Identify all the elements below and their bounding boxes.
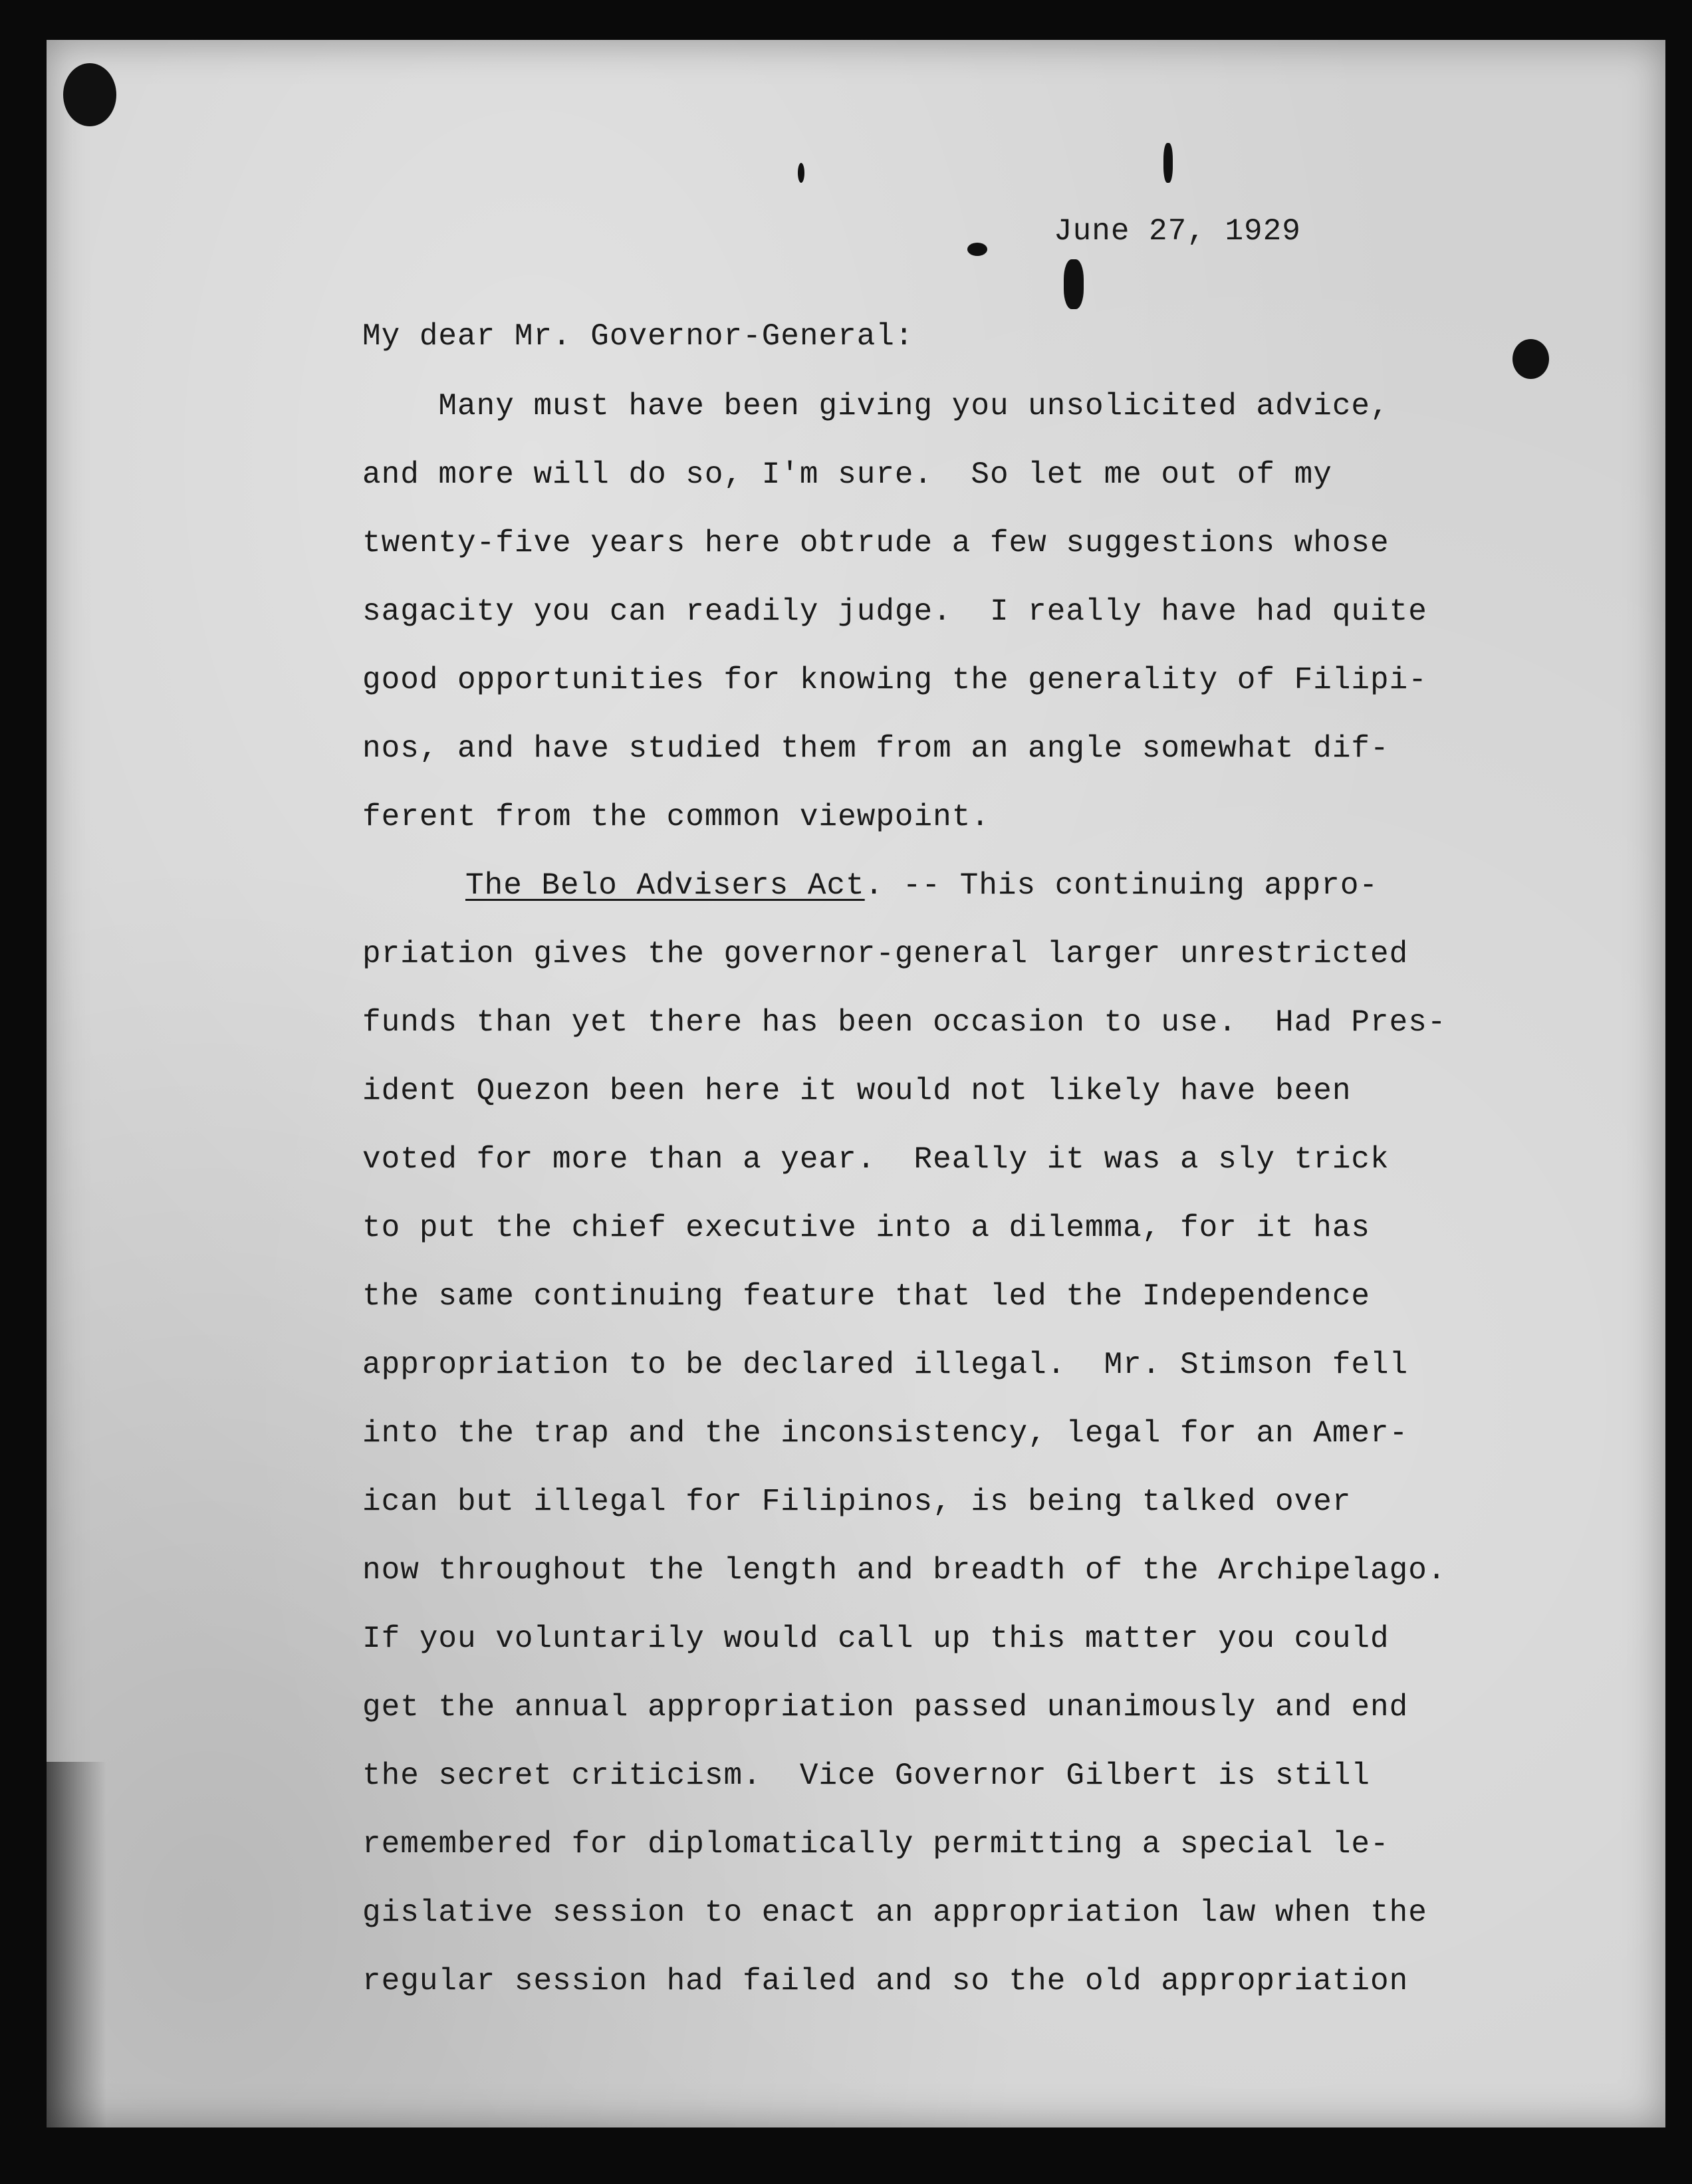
- section-heading-line: [465, 868, 1378, 903]
- paragraph-2-line: funds than yet there has been occasion to use. Had Pres-: [362, 1005, 1447, 1040]
- paragraph-1-line: sagacity you can readily judge. I really have had quite: [362, 594, 1427, 629]
- paragraph-2-line: regular session had failed and so the old appropriation: [362, 1964, 1409, 1999]
- paragraph-2-line: now throughout the length and breadth of the Archipelago.: [362, 1553, 1447, 1588]
- paragraph-1-line: twenty-five years here obtrude a few suggestions whose: [362, 526, 1390, 560]
- paragraph-1-line: and more will do so, I'm sure. So let me out of my: [362, 457, 1332, 492]
- paragraph-2-line: voted for more than a year. Really it was a sly trick: [362, 1142, 1390, 1177]
- paragraph-1-line: good opportunities for knowing the generality of Filipi-: [362, 663, 1427, 697]
- paragraph-2-line: the secret criticism. Vice Governor Gilbert is still: [362, 1759, 1371, 1793]
- paragraph-2-line: the same continuing feature that led the Independence: [362, 1279, 1371, 1314]
- paragraph-2-line: to put the chief executive into a dilemma, for it has: [362, 1211, 1371, 1245]
- paragraph-2-line: into the trap and the inconsistency, legal for an Amer-: [362, 1416, 1409, 1451]
- paragraph-1-line: Many must have been giving you unsolicited advice,: [362, 389, 1390, 424]
- paragraph-2-line: If you voluntarily would call up this matter you could: [362, 1622, 1390, 1656]
- salutation: My dear Mr. Governor-General:: [362, 319, 914, 354]
- paragraph-2-line: get the annual appropriation passed unanimously and end: [362, 1690, 1409, 1725]
- paragraph-2-line: remembered for diplomatically permitting a special le-: [362, 1827, 1390, 1862]
- paragraph-2-line: ican but illegal for Filipinos, is being talked over: [362, 1485, 1352, 1519]
- paragraph-1-line: ferent from the common viewpoint.: [362, 800, 990, 834]
- paragraph-2-line: priation gives the governor-general larger unrestricted: [362, 937, 1409, 971]
- section-heading-continuation: . -- This continuing appro-: [864, 868, 1379, 903]
- section-heading: The Belo Advisers Act: [465, 868, 865, 903]
- paragraph-2-line: ident Quezon been here it would not likely have been: [362, 1074, 1352, 1108]
- paragraph-2-line: gislative session to enact an appropriation law when the: [362, 1895, 1427, 1930]
- letter-date: June 27, 1929: [1054, 214, 1301, 249]
- paragraph-1-line: nos, and have studied them from an angle somewhat dif-: [362, 731, 1390, 766]
- paragraph-2-line: appropriation to be declared illegal. Mr. Stimson fell: [362, 1348, 1409, 1382]
